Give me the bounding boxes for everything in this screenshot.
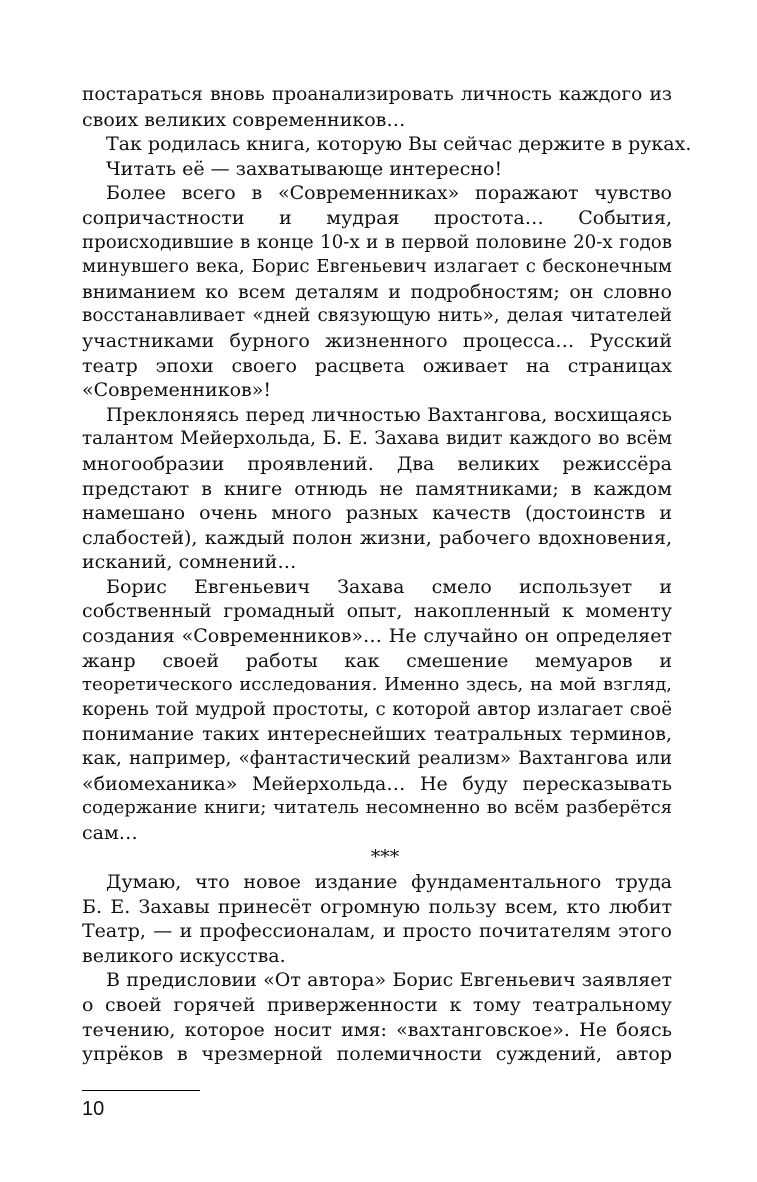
text-line: понимание таких интереснейших театральных терминов, bbox=[82, 723, 672, 746]
text-line: Театр, — и профессионалам, и просто почитателям этого bbox=[82, 920, 672, 943]
text-line: собственный громадный опыт, накопленный к моменту bbox=[82, 600, 672, 623]
text-line: исканий, сомнений… bbox=[82, 551, 297, 574]
text-line: слабостей), каждый полон жизни, рабочего вдохновения, bbox=[82, 526, 672, 549]
paragraph-first-line: Так родилась книга, которую Вы сейчас держите в руках. bbox=[106, 133, 692, 156]
paragraph-first-line: Читать её — захватывающе интересно! bbox=[106, 157, 503, 180]
footer-rule bbox=[82, 1090, 200, 1091]
text-line: многообразии проявлений. Два великих режиссёра bbox=[82, 452, 672, 475]
text-line: создания «Современников»… Не случайно он определяет bbox=[82, 625, 672, 648]
text-line: происходившие в конце 10-х и в первой половине 20-х годов bbox=[82, 231, 672, 253]
text-line: своих великих современников… bbox=[82, 108, 406, 131]
text-line: «Современников»! bbox=[82, 379, 271, 402]
text-line: театр эпохи своего расцвета оживает на страницах bbox=[82, 354, 672, 377]
text-line: сам… bbox=[82, 821, 138, 844]
text-line: упрёков в чрезмерной полемичности суждений, автор bbox=[82, 1043, 672, 1066]
text-line: содержание книги; читатель несомненно во всём разберётся bbox=[82, 797, 672, 819]
text-line: как, например, «фантастический реализм» Вахтангова или bbox=[82, 748, 672, 770]
text-line: вниманием ко всем деталям и подробностям; он словно bbox=[82, 280, 672, 303]
paragraph-first-line: Преклоняясь перед личностью Вахтангова, восхищаясь bbox=[106, 403, 672, 426]
text-line: корень той мудрой простоты, с которой автор излагает своё bbox=[82, 698, 672, 720]
paragraph-first-line: Борис Евгеньевич Захава смело использует и bbox=[106, 575, 672, 598]
page-number: 10 bbox=[82, 1098, 105, 1120]
text-line: «биомеханика» Мейерхольда… Не буду пересказывать bbox=[82, 772, 672, 795]
paragraph-first-line: В предисловии «От автора» Борис Евгеньевич заявляет bbox=[106, 969, 672, 992]
text-line: теоретического исследования. Именно здесь, на мой взгляд, bbox=[82, 674, 672, 696]
text-line: талантом Мейерхольда, Б. Е. Захава видит каждого во всём bbox=[82, 428, 672, 450]
text-line: о своей горячей приверженности к тому театральному bbox=[82, 993, 672, 1016]
text-line: восстанавливает «дней связующую нить», делая читателей bbox=[82, 305, 672, 327]
paragraph-first-line: Думаю, что новое издание фундаментального труда bbox=[106, 871, 672, 893]
text-line: предстают в книге отнюдь не памятниками; в каждом bbox=[82, 477, 672, 500]
text-line: великого искусства. bbox=[82, 944, 286, 967]
text-line: жанр своей работы как смешение мемуаров и bbox=[82, 649, 672, 672]
paragraph-first-line: Более всего в «Современниках» поражают чувство bbox=[106, 182, 672, 205]
text-line: намешано очень много разных качеств (достоинств и bbox=[82, 502, 672, 525]
section-separator: *** bbox=[370, 846, 400, 869]
text-line: течению, которое носит имя: «вахтанговское». Не боясь bbox=[82, 1018, 672, 1041]
text-line: минувшего века, Борис Евгеньевич излагает с бесконечным bbox=[82, 256, 672, 278]
text-line: участниками бурного жизненного процесса… Русский bbox=[82, 329, 672, 352]
text-line: постараться вновь проанализировать личность каждого из bbox=[82, 84, 672, 105]
text-line: сопричастности и мудрая простота… События, bbox=[82, 206, 672, 229]
text-line: Б. Е. Захавы принесёт огромную пользу всем, кто любит bbox=[82, 895, 672, 918]
page-text-block bbox=[82, 83, 692, 1067]
